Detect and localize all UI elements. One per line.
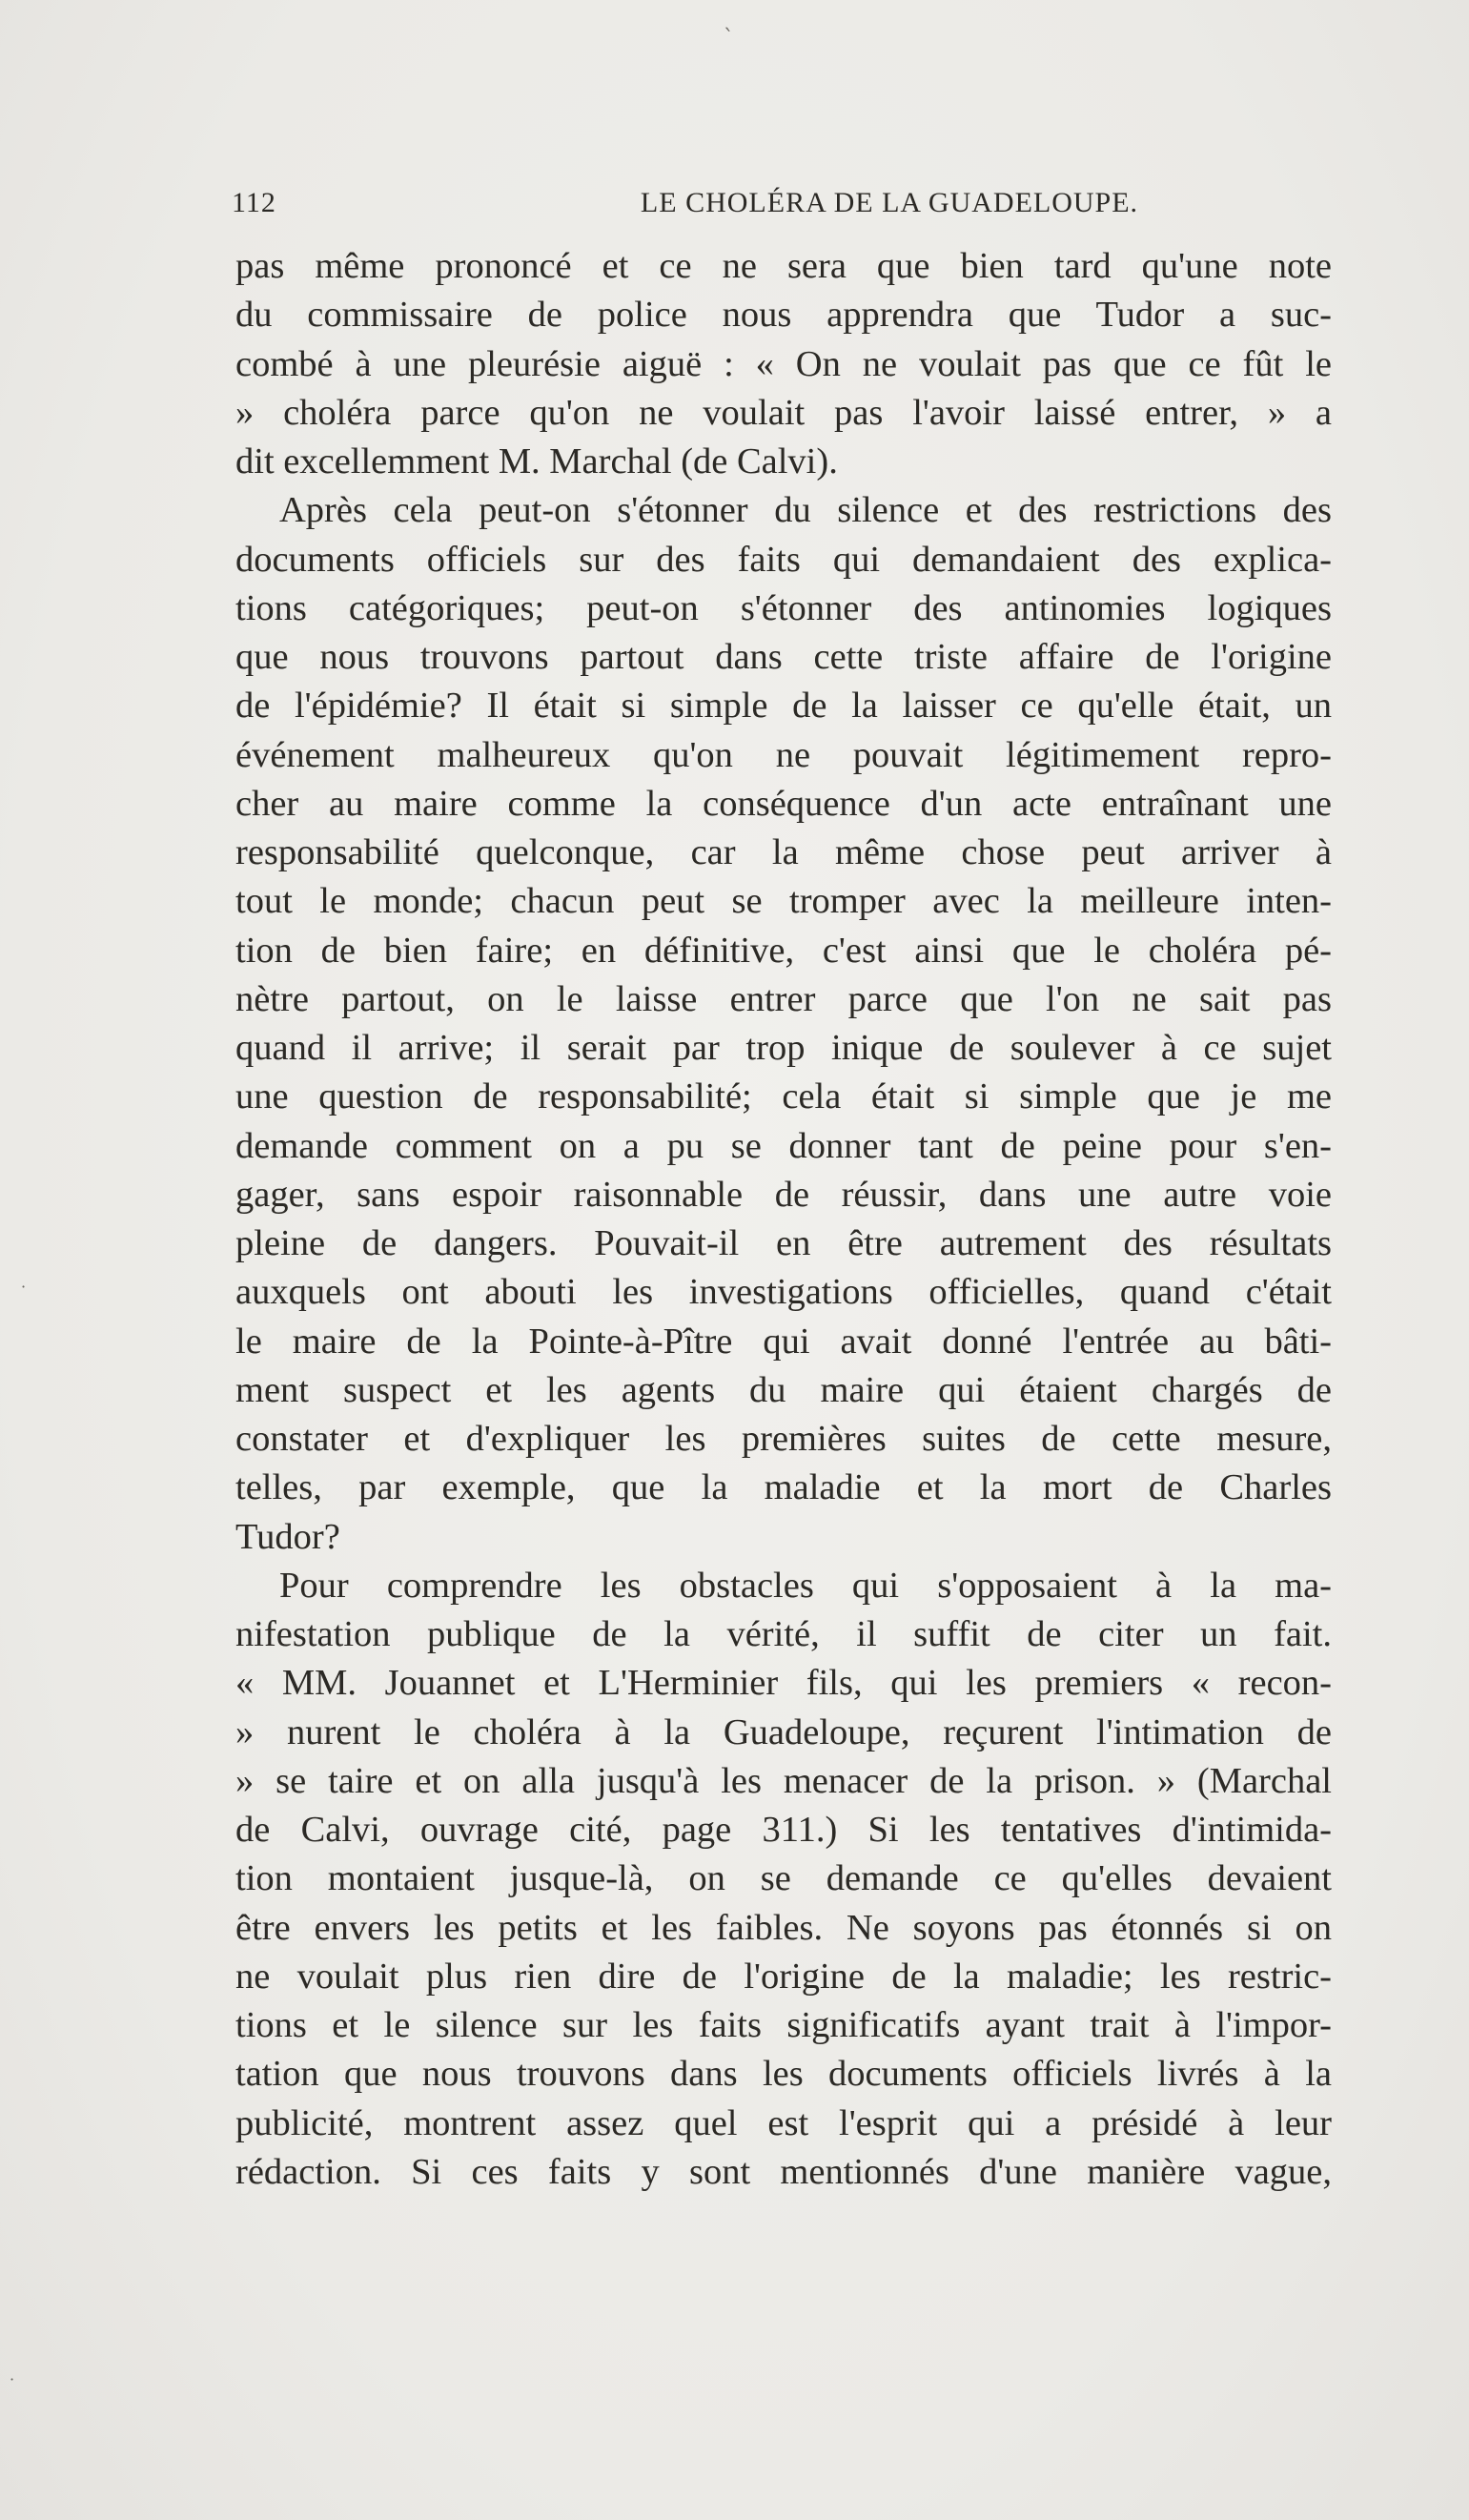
text-line: pleine de dangers. Pouvait-il en être autrement des résultats xyxy=(235,1223,1332,1263)
text-line: « MM. Jouannet et L'Herminier fils, qui les premiers « recon- xyxy=(235,1663,1332,1704)
text-line: du commissaire de police nous apprendra que Tudor a suc- xyxy=(235,295,1332,336)
text-line: Après cela peut-on s'étonner du silence et des restrictions des xyxy=(279,490,1332,531)
text-line: être envers les petits et les faibles. Ne soyons pas étonnés si on xyxy=(235,1907,1332,1948)
text-line: » nurent le choléra à la Guadeloupe, reçurent l'intimation de xyxy=(235,1711,1332,1752)
text-line: de Calvi, ouvrage cité, page 311.) Si les tentatives d'intimida- xyxy=(235,1810,1332,1850)
ink-speck: · xyxy=(21,1278,27,1296)
text-line: pas même prononcé et ce ne sera que bien tard qu'une note xyxy=(235,246,1332,286)
text-line: tion montaient jusque-là, on se demande ce qu'elles devaient xyxy=(235,1858,1332,1899)
text-line: une question de responsabilité; cela était si simple que je me xyxy=(235,1076,1332,1117)
text-line: quand il arrive; il serait par trop inique de soulever à ce sujet xyxy=(235,1028,1332,1068)
text-line: que nous trouvons partout dans cette triste affaire de l'origine xyxy=(235,637,1332,677)
ink-speck: · xyxy=(10,2370,15,2388)
text-line: telles, par exemple, que la maladie et la mort de Charles xyxy=(235,1467,1332,1508)
text-line: nètre partout, on le laisse entrer parce que l'on ne sait pas xyxy=(235,978,1332,1019)
text-line: de l'épidémie? Il était si simple de la laisser ce qu'elle était, un xyxy=(235,686,1332,727)
text-line: tation que nous trouvons dans les documents officiels livrés à la xyxy=(235,2054,1332,2095)
text-line: tout le monde; chacun peut se tromper avec la meilleure inten- xyxy=(235,881,1332,922)
text-line: auxquels ont abouti les investigations officielles, quand c'était xyxy=(235,1272,1332,1313)
text-line: » choléra parce qu'on ne voulait pas l'avoir laissé entrer, » a xyxy=(235,392,1332,433)
text-line: rédaction. Si ces faits y sont mentionnés d'une manière vague, xyxy=(235,2151,1332,2192)
ink-speck: ` xyxy=(724,27,734,51)
text-line: gager, sans espoir raisonnable de réussir, dans une autre voie xyxy=(235,1174,1332,1215)
body-text xyxy=(235,242,1332,2197)
text-line: responsabilité quelconque, car la même chose peut arriver à xyxy=(235,832,1332,872)
running-title: LE CHOLÉRA DE LA GUADELOUPE. xyxy=(640,187,1139,218)
text-line: publicité, montrent assez quel est l'esprit qui a présidé à leur xyxy=(235,2102,1332,2143)
text-line: Pour comprendre les obstacles qui s'opposaient à la ma- xyxy=(279,1565,1332,1606)
text-line: le maire de la Pointe-à-Pître qui avait donné l'entrée au bâti- xyxy=(235,1321,1332,1362)
text-line: événement malheureux qu'on ne pouvait légitimement repro- xyxy=(235,734,1332,775)
text-line: demande comment on a pu se donner tant de peine pour s'en- xyxy=(235,1125,1332,1166)
text-line: tions et le silence sur les faits significatifs ayant trait à l'impor- xyxy=(235,2005,1332,2045)
page-number: 112 xyxy=(232,187,276,218)
text-line: documents officiels sur des faits qui demandaient des explica- xyxy=(235,539,1332,580)
text-line: nifestation publique de la vérité, il suffit de citer un fait. xyxy=(235,1614,1332,1654)
text-line: ment suspect et les agents du maire qui étaient chargés de xyxy=(235,1369,1332,1410)
text-line: ne voulait plus rien dire de l'origine de la maladie; les restric- xyxy=(235,1956,1332,1997)
text-line: » se taire et on alla jusqu'à les menacer de la prison. » (Marchal xyxy=(235,1760,1332,1801)
running-head xyxy=(232,187,1340,225)
text-line: Tudor? xyxy=(235,1516,340,1557)
text-line: cher au maire comme la conséquence d'un acte entraînant une xyxy=(235,783,1332,824)
text-line: dit excellemment M. Marchal (de Calvi). xyxy=(235,441,838,481)
text-line: tion de bien faire; en définitive, c'est ainsi que le choléra pé- xyxy=(235,930,1332,971)
text-line: tions catégoriques; peut-on s'étonner des antinomies logiques xyxy=(235,587,1332,628)
text-line: combé à une pleurésie aiguë : « On ne voulait pas que ce fût le xyxy=(235,343,1332,384)
text-line: constater et d'expliquer les premières suites de cette mesure, xyxy=(235,1419,1332,1459)
